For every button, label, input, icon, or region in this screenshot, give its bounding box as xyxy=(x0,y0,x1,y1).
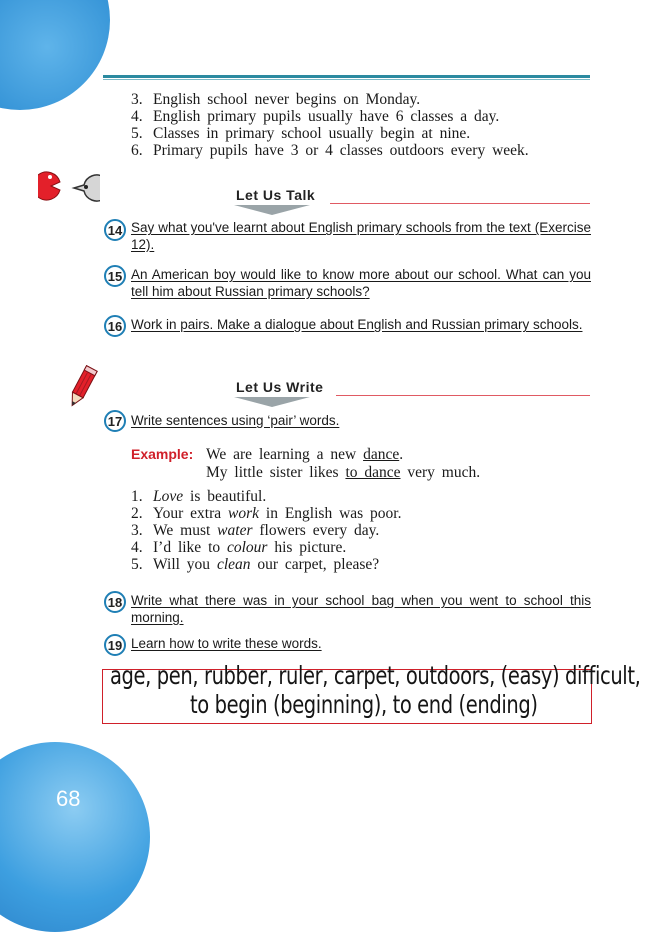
exercise-item: 1. Love is beautiful. xyxy=(131,488,267,505)
exercise-item: 5. Will you clean our carpet, please? xyxy=(131,556,380,573)
section-arrow xyxy=(234,205,310,215)
exercise-item: 2. Your extra work in English was poor. xyxy=(131,505,402,522)
example-label: Example: xyxy=(131,446,194,462)
section-title-write: Let Us Write xyxy=(236,379,324,395)
list-item: 6. Primary pupils have 3 or 4 classes outdoors every week. xyxy=(131,142,529,159)
list-item: 3. English school never begins on Monday. xyxy=(131,91,421,108)
example-line: My little sister likes to dance very much. xyxy=(206,464,481,481)
section-arrow xyxy=(234,397,310,407)
example-line: We are learning a new dance. xyxy=(206,446,404,463)
talking-faces-icon xyxy=(38,166,100,206)
task-17-text: Write sentences using ‘pair’ words. xyxy=(131,413,340,428)
task-16-text: Work in pairs. Make a dialogue about English and Russian primary schools. xyxy=(131,317,583,332)
task-19-text: Learn how to write these words. xyxy=(131,636,322,651)
section-line xyxy=(330,203,590,204)
corner-decoration-top xyxy=(0,0,110,110)
top-rule xyxy=(103,75,590,78)
task-number-14: 14 xyxy=(104,219,126,241)
task-14-text: Say what you've learnt about English primary schools from the text (Exercise 12). xyxy=(131,220,591,252)
handwriting-line-2: to begin (beginning), to end (ending) xyxy=(190,690,538,719)
exercise-item: 3. We must water flowers every day. xyxy=(131,522,380,539)
exercise-item: 4. I’d like to colour his picture. xyxy=(131,539,347,556)
task-number-17: 17 xyxy=(104,410,126,432)
top-rule-thin xyxy=(103,79,590,80)
corner-decoration-bottom xyxy=(0,742,150,932)
section-line xyxy=(336,395,590,396)
handwriting-line-1: age, pen, rubber, ruler, carpet, outdoors, (easy) difficult, xyxy=(110,661,641,690)
list-item: 4. English primary pupils usually have 6 classes a day. xyxy=(131,108,500,125)
task-number-18: 18 xyxy=(104,591,126,613)
task-number-16: 16 xyxy=(104,315,126,337)
pencil-icon xyxy=(62,364,102,410)
task-18-text: Write what there was in your school bag when you went to school this morning. xyxy=(131,593,591,625)
list-item: 5. Classes in primary school usually begin at nine. xyxy=(131,125,471,142)
section-title-talk: Let Us Talk xyxy=(236,187,316,203)
page-number: 68 xyxy=(56,786,81,811)
task-15-text: An American boy would like to know more about our school. What can you tell him about Russian primary schools? xyxy=(131,267,591,299)
task-number-19: 19 xyxy=(104,634,126,656)
task-number-15: 15 xyxy=(104,265,126,287)
